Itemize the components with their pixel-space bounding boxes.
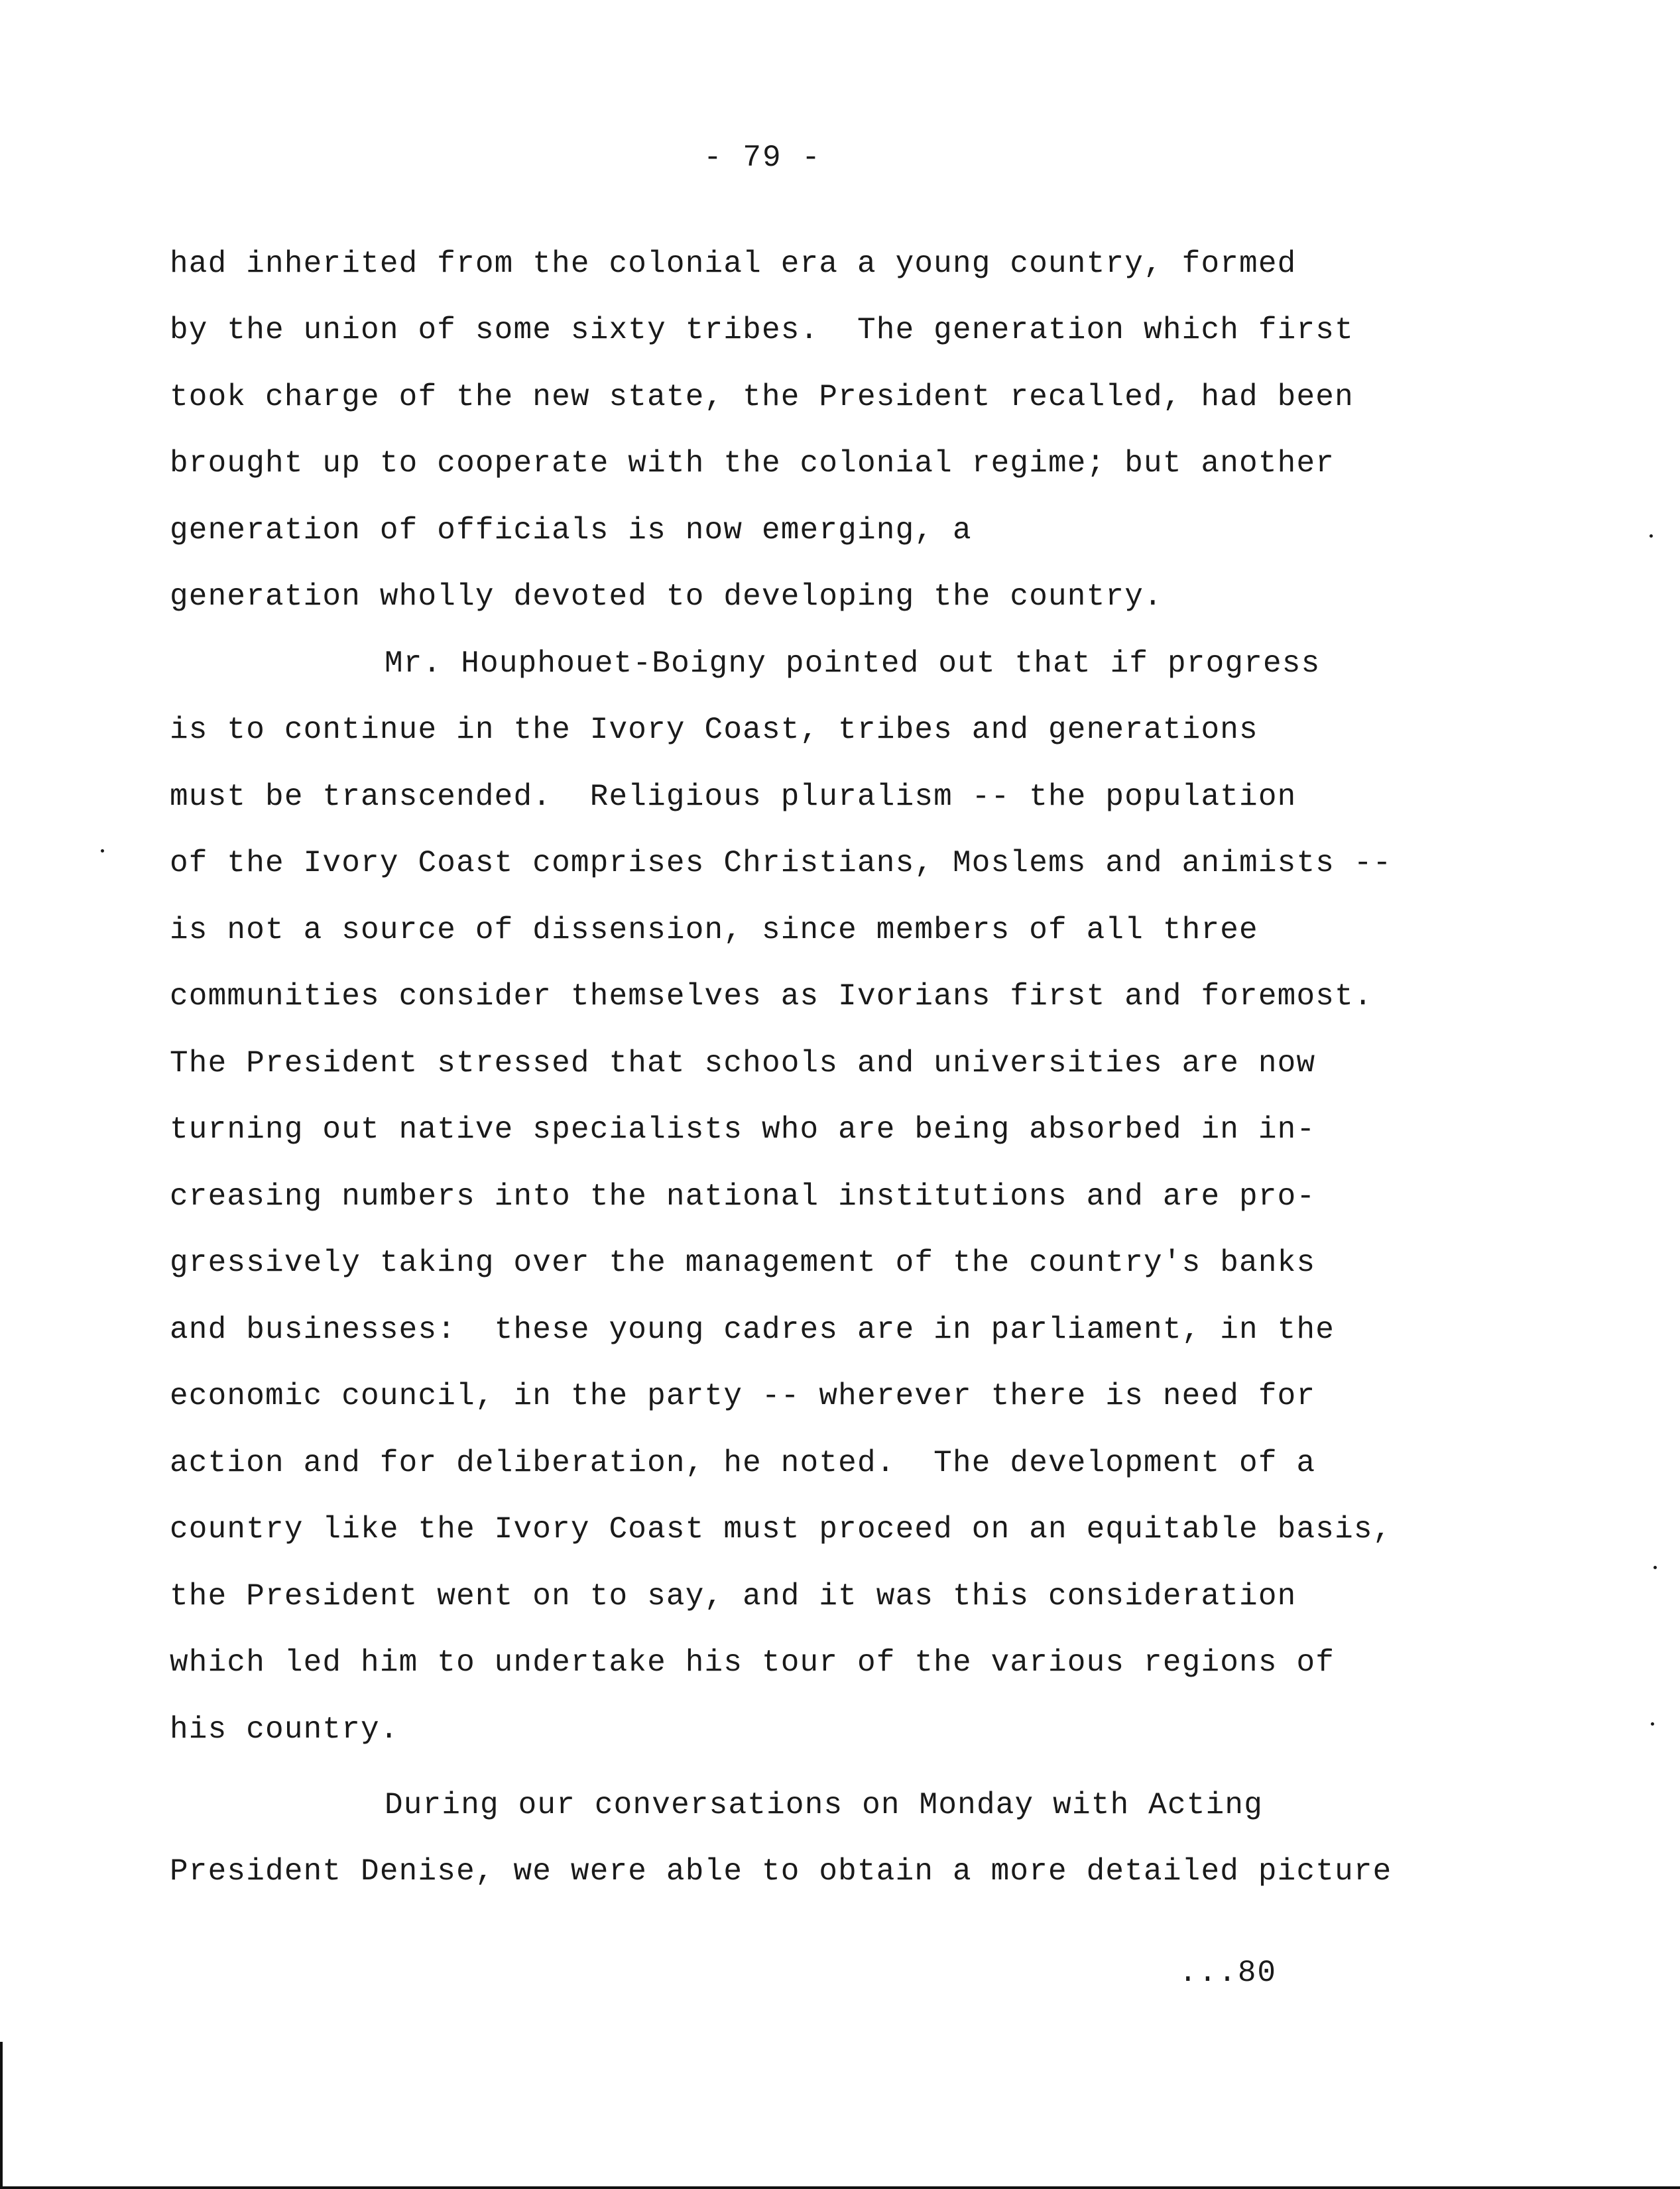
continuation-marker: ...80 — [1179, 1956, 1278, 1990]
text-line: is to continue in the Ivory Coast, tribes and generations — [170, 713, 1258, 747]
text-line: economic council, in the party -- wherever there is need for — [170, 1379, 1316, 1413]
text-line: and businesses: these young cadres are in parliament, in the — [170, 1313, 1335, 1347]
text-line: gressively taking over the management of the country's banks — [170, 1246, 1316, 1280]
text-line: his country. — [170, 1712, 399, 1747]
text-line: took charge of the new state, the President recalled, had been — [170, 380, 1354, 414]
text-line: by the union of some sixty tribes. The generation which first — [170, 313, 1354, 347]
text-line: of the Ivory Coast comprises Christians, Moslems and animists -- — [170, 846, 1392, 880]
text-line: had inherited from the colonial era a young country, formed — [170, 247, 1297, 281]
scan-speck — [101, 849, 104, 853]
text-line: which led him to undertake his tour of the various regions of — [170, 1645, 1335, 1680]
page-number: - 79 - — [703, 141, 821, 175]
scan-speck — [1651, 1722, 1654, 1726]
text-line: brought up to cooperate with the colonial regime; but another — [170, 446, 1335, 481]
text-line: is not a source of dissension, since members of all three — [170, 913, 1258, 947]
text-line: The President stressed that schools and universities are now — [170, 1046, 1316, 1081]
text-line: turning out native specialists who are being absorbed in in- — [170, 1112, 1316, 1147]
text-line: must be transcended. Religious pluralism -- the population — [170, 780, 1297, 814]
paragraph-first-line: During our conversations on Monday with Acting — [385, 1788, 1264, 1822]
text-line: creasing numbers into the national institutions and are pro- — [170, 1179, 1316, 1214]
text-line: the President went on to say, and it was this consideration — [170, 1579, 1297, 1614]
text-line: communities consider themselves as Ivorians first and foremost. — [170, 979, 1373, 1014]
text-line: generation of officials is now emerging, a — [170, 513, 972, 548]
text-line: action and for deliberation, he noted. The development of a — [170, 1446, 1316, 1480]
text-line: generation wholly devoted to developing the country. — [170, 579, 1163, 614]
scan-speck — [1650, 534, 1653, 538]
text-line: President Denise, we were able to obtain a more detailed picture — [170, 1854, 1392, 1889]
paragraph-first-line: Mr. Houphouet-Boigny pointed out that if progress — [385, 646, 1321, 681]
text-line: country like the Ivory Coast must proceed on an equitable basis, — [170, 1512, 1392, 1547]
scan-speck — [1653, 1566, 1657, 1569]
scan-border-left — [0, 2042, 3, 2189]
scan-border-bottom — [0, 2186, 1680, 2189]
